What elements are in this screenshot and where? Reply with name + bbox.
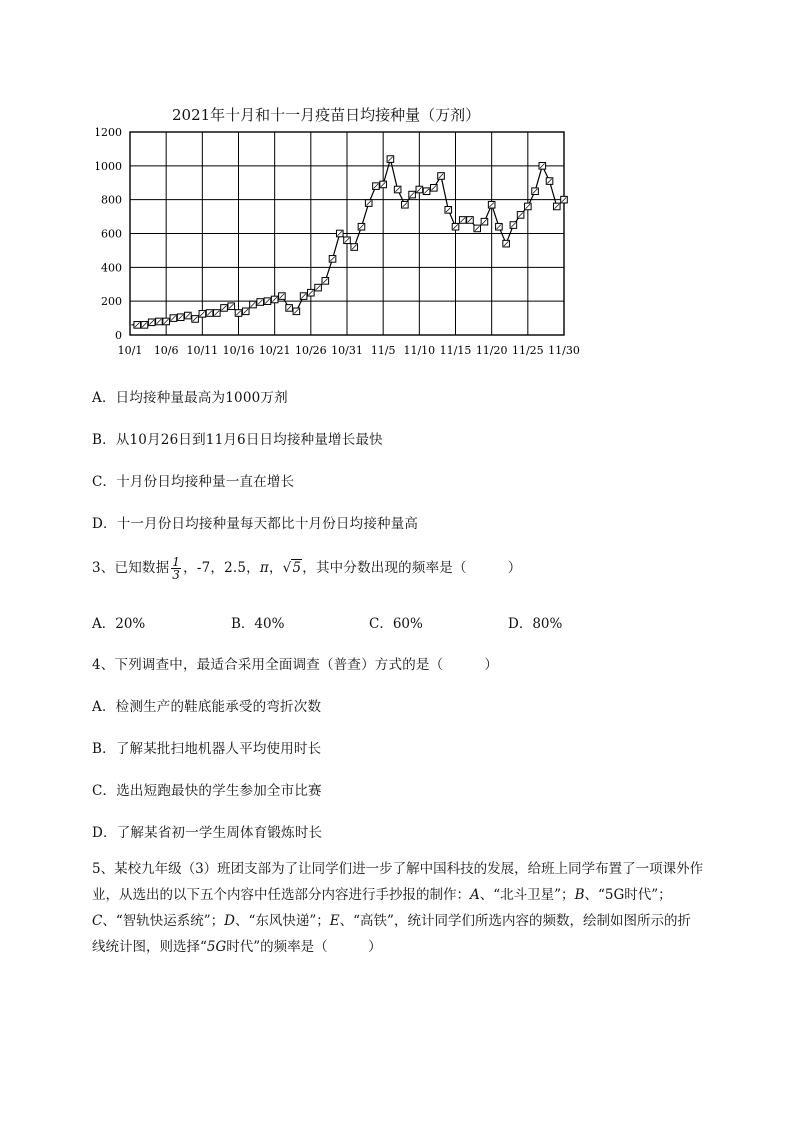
- x-tick-label: 11/5: [370, 344, 396, 357]
- q5-choice-c: 、“智轨快运系统”；: [102, 913, 225, 929]
- x-tick-label: 10/26: [294, 344, 327, 357]
- q2-option-c: C．十月份日均接种量一直在增长: [92, 474, 295, 490]
- q5-label-c: C: [92, 913, 103, 929]
- q3-option-b: B．40%: [231, 616, 285, 632]
- q3-middle: ，-7，2.5，: [183, 560, 260, 576]
- q3-option-d: D．80%: [508, 616, 563, 632]
- line-chart: [96, 100, 606, 362]
- y-tick-label: 400: [101, 261, 122, 275]
- x-tick-label: 11/20: [475, 344, 508, 357]
- q3-sep: ，: [268, 560, 283, 576]
- y-tick-label: 1200: [96, 126, 122, 139]
- sqrt-arg: 5: [292, 560, 302, 576]
- q3-option-c: C．60%: [369, 616, 423, 632]
- sqrt-sign: √: [282, 560, 292, 576]
- x-tick-label: 11/10: [403, 344, 436, 357]
- q4-option-a: A．检测生产的鞋底能承受的弯折次数: [92, 699, 322, 715]
- q2-option-a: A．日均接种量最高为1000万剂: [92, 390, 288, 406]
- q4-option-d: D．了解某省初一学生周体育锻炼时长: [92, 825, 323, 841]
- x-tick-label: 11/30: [548, 344, 580, 357]
- q4-option-c: C．选出短跑最快的学生参加全市比赛: [92, 783, 322, 799]
- y-tick-label: 800: [101, 193, 122, 207]
- q5-choice-d: 、“东风快递”；: [234, 913, 330, 929]
- y-tick-label: 0: [115, 329, 122, 342]
- q5-5g: 5G: [206, 939, 227, 955]
- q5-choice-a: 、“北斗卫星”；: [479, 887, 575, 903]
- q3-prefix: 3、已知数据: [92, 560, 170, 576]
- q2-option-d: D．十一月份日均接种量每天都比十月份日均接种量高: [92, 516, 419, 532]
- q5-text-1: 5、某校九年级（3）班团支部为了让同学们进一步了解中国科技的发展，给班上同学布置了一项课外作业，从选出的以下五个内容中任选部分内容进行手抄报的制作：: [92, 861, 704, 903]
- y-tick-label: 1000: [96, 159, 122, 173]
- sqrt-five: [283, 560, 303, 576]
- x-tick-label: 10/31: [331, 344, 363, 357]
- fraction-one-third: [171, 556, 181, 581]
- frac-denominator: 3: [172, 568, 181, 582]
- q5-label-d: D: [224, 913, 235, 929]
- q5-paragraph: [92, 856, 704, 960]
- chart-svg: [96, 100, 606, 362]
- frac-numerator: 1: [172, 555, 181, 569]
- q5-choice-e: 、“高铁”，统计同学们所选内容的频数，绘制如图所示的折线统计图，则选择“: [92, 913, 691, 955]
- q4-option-b: B．了解某批扫地机器人平均使用时长: [92, 741, 322, 757]
- q2-option-b: B．从10月26日到11月6日日均接种量增长最快: [92, 432, 383, 448]
- q3-option-a: A．20%: [92, 616, 146, 632]
- x-tick-label: 10/21: [258, 344, 291, 357]
- x-tick-label: 10/1: [117, 344, 143, 357]
- x-tick-label: 11/25: [511, 344, 544, 357]
- q4-stem: 4、下列调查中，最适合采用全面调查（普查）方式的是（ ）: [92, 657, 499, 673]
- chart-title: 2021年十月和十一月疫苗日均接种量（万剂）: [172, 106, 481, 124]
- x-tick-label: 10/6: [153, 344, 179, 357]
- y-tick-label: 600: [101, 227, 122, 241]
- pi-symbol: π: [259, 560, 269, 576]
- q3-suffix: ，其中分数出现的频率是（ ）: [302, 560, 522, 576]
- q5-choice-b: 、“5G时代”；: [584, 887, 672, 903]
- x-tick-label: 10/16: [222, 344, 255, 357]
- q5-label-b: B: [574, 887, 585, 903]
- y-tick-label: 200: [101, 295, 122, 309]
- q3-stem: [92, 556, 521, 581]
- x-tick-label: 11/15: [439, 344, 472, 357]
- x-tick-label: 10/11: [186, 344, 219, 357]
- q5-label-e: E: [329, 913, 340, 929]
- q5-label-a: A: [470, 887, 480, 903]
- q5-text-2: 时代”的频率是（ ）: [226, 939, 382, 955]
